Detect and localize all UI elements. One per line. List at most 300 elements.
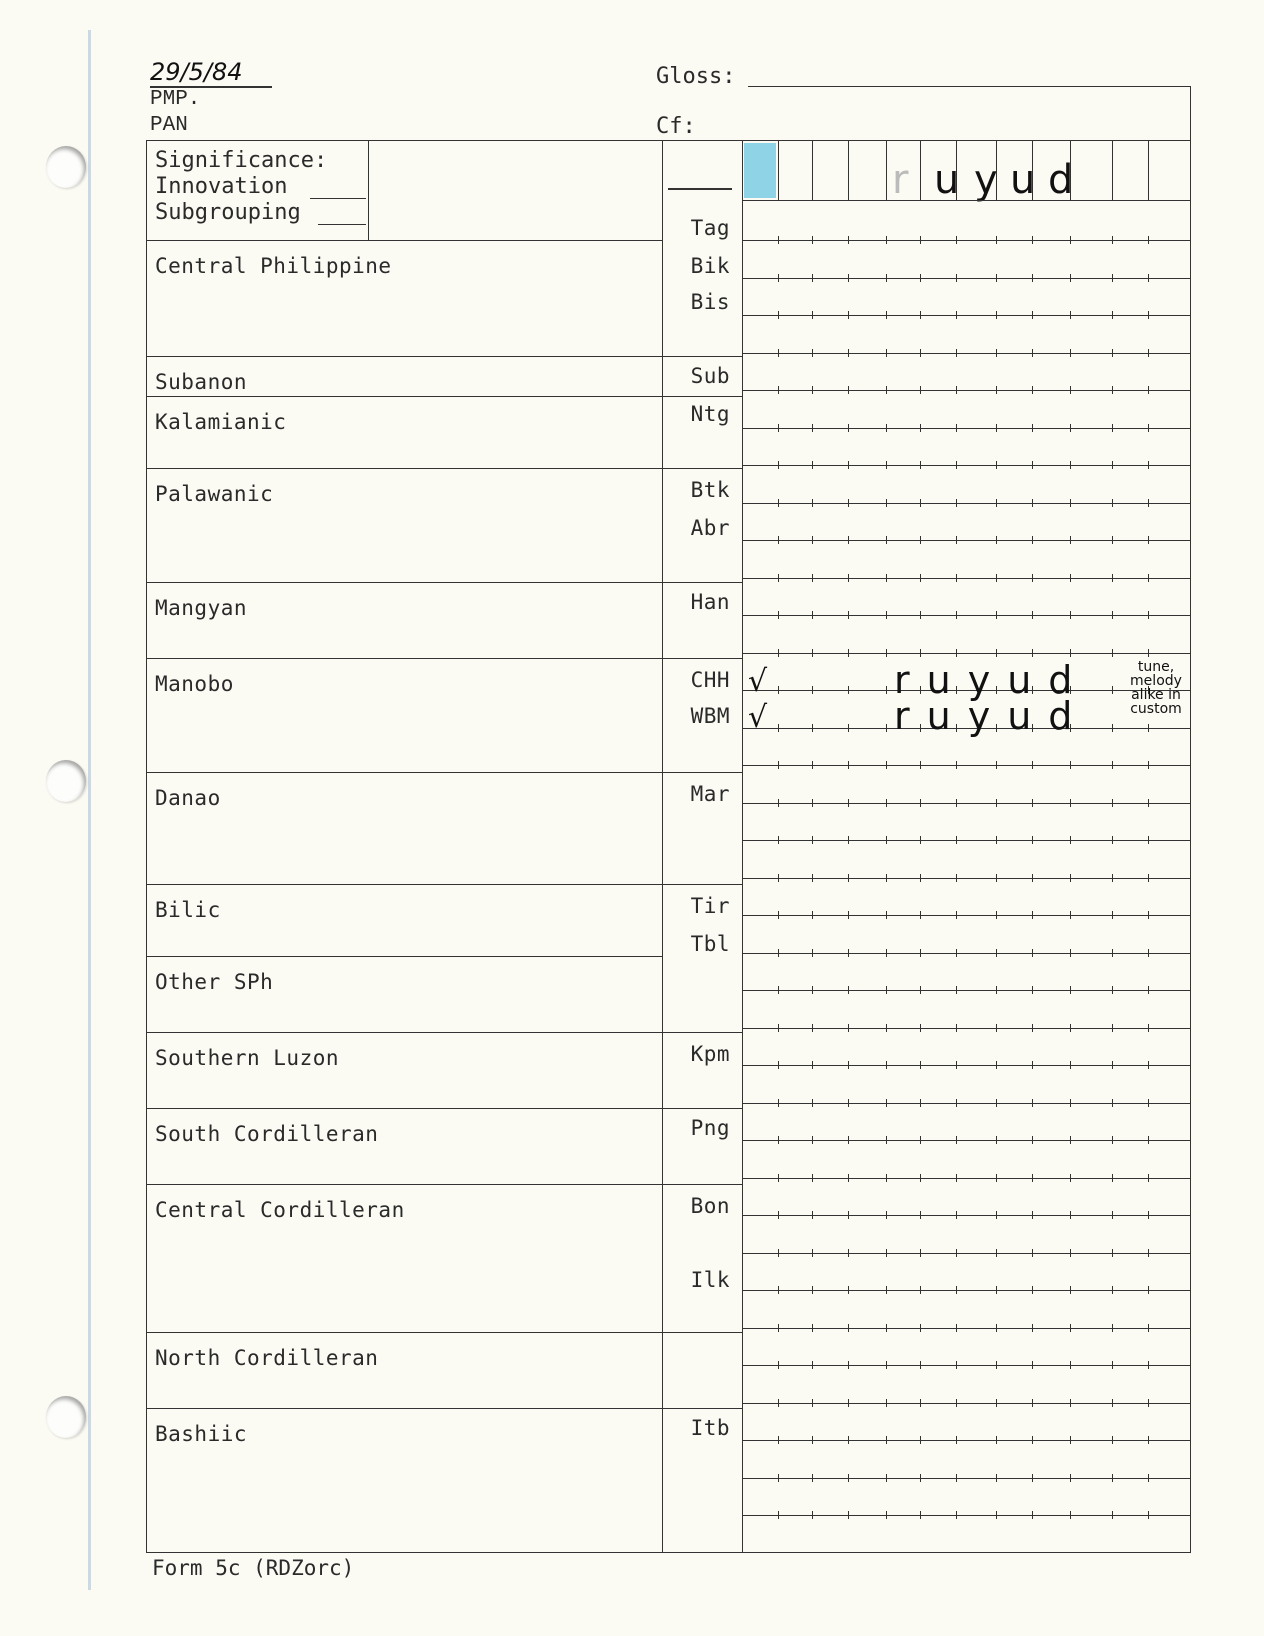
- note-line: tune,: [1137, 659, 1175, 675]
- group-divider: [146, 658, 742, 659]
- tick-mark: [778, 1286, 779, 1294]
- tick-mark: [1112, 724, 1113, 732]
- tick-mark: [1070, 874, 1071, 882]
- tick-mark: [1070, 499, 1071, 507]
- tick-mark: [1032, 386, 1033, 394]
- group-divider: [146, 884, 742, 885]
- ruled-line: [742, 1515, 1190, 1516]
- tick-mark: [1070, 611, 1071, 619]
- tick-mark: [848, 911, 849, 919]
- header-cell-divider: [886, 140, 887, 200]
- header-cell-divider: [1032, 140, 1033, 200]
- ruled-line: [742, 540, 1190, 541]
- tick-mark: [848, 461, 849, 469]
- tick-mark: [848, 836, 849, 844]
- tick-mark: [920, 1024, 921, 1032]
- tick-mark: [778, 986, 779, 994]
- tick-mark: [886, 1061, 887, 1069]
- tick-mark: [848, 1249, 849, 1257]
- tick-mark: [996, 1399, 997, 1407]
- tick-mark: [1070, 424, 1071, 432]
- tick-mark: [778, 1211, 779, 1219]
- tick-mark: [778, 274, 779, 282]
- tick-mark: [920, 761, 921, 769]
- tick-mark: [996, 1211, 997, 1219]
- gloss-label: Gloss:: [656, 64, 736, 89]
- tick-mark: [956, 1211, 957, 1219]
- ruled-line: [742, 1328, 1190, 1329]
- tick-mark: [778, 1249, 779, 1257]
- tick-mark: [1032, 874, 1033, 882]
- header-cell-divider: [1148, 140, 1149, 200]
- tick-mark: [1032, 536, 1033, 544]
- tick-mark: [848, 724, 849, 732]
- entry-form: ruyud: [894, 658, 1090, 702]
- tick-mark: [1112, 761, 1113, 769]
- tick-mark: [996, 311, 997, 319]
- tick-mark: [920, 1361, 921, 1369]
- tick-mark: [996, 274, 997, 282]
- tick-mark: [778, 311, 779, 319]
- ruled-line: [742, 915, 1190, 916]
- tick-mark: [886, 1136, 887, 1144]
- ruled-line: [742, 1478, 1190, 1479]
- tick-mark: [778, 1136, 779, 1144]
- tick-mark: [996, 986, 997, 994]
- tick-mark: [1032, 611, 1033, 619]
- tick-mark: [1032, 949, 1033, 957]
- group-label: Southern Luzon: [155, 1046, 340, 1070]
- tick-mark: [956, 1474, 957, 1482]
- tick-mark: [886, 1474, 887, 1482]
- group-divider: [146, 772, 742, 773]
- tick-mark: [1112, 1399, 1113, 1407]
- tick-mark: [1032, 1136, 1033, 1144]
- tick-mark: [1112, 1511, 1113, 1519]
- tick-mark: [886, 499, 887, 507]
- ruled-line: [742, 353, 1190, 354]
- tick-mark: [778, 874, 779, 882]
- tick-mark: [1148, 649, 1149, 657]
- tick-mark: [848, 649, 849, 657]
- language-abbr: Btk: [690, 478, 730, 502]
- group-label: Manobo: [155, 672, 234, 696]
- ruled-line: [742, 765, 1190, 766]
- tick-mark: [1070, 1211, 1071, 1219]
- tick-mark: [1070, 761, 1071, 769]
- tick-mark: [848, 386, 849, 394]
- tick-mark: [956, 949, 957, 957]
- ruled-line: [742, 878, 1190, 879]
- entry-form: ruyud: [894, 694, 1090, 738]
- tick-mark: [920, 649, 921, 657]
- ruled-line: [742, 240, 1190, 241]
- ruled-line: [742, 1140, 1190, 1141]
- tick-mark: [812, 611, 813, 619]
- tick-mark: [996, 1324, 997, 1332]
- tick-mark: [956, 236, 957, 244]
- tick-mark: [996, 649, 997, 657]
- tick-mark: [812, 911, 813, 919]
- highlight-fill: [744, 143, 776, 198]
- tick-mark: [1070, 574, 1071, 582]
- tick-mark: [1032, 799, 1033, 807]
- tick-mark: [1112, 1211, 1113, 1219]
- note-line: custom: [1130, 701, 1182, 717]
- language-abbr: Tbl: [690, 932, 730, 956]
- tick-mark: [1148, 349, 1149, 357]
- tick-mark: [848, 686, 849, 694]
- tick-mark: [1070, 649, 1071, 657]
- language-abbr: Tir: [690, 894, 730, 918]
- tick-mark: [886, 1436, 887, 1444]
- group-label: Kalamianic: [155, 410, 287, 434]
- tick-mark: [920, 461, 921, 469]
- tick-mark: [886, 236, 887, 244]
- tick-mark: [1070, 1174, 1071, 1182]
- tick-mark: [778, 1511, 779, 1519]
- tick-mark: [848, 799, 849, 807]
- header-cell-divider: [778, 140, 779, 200]
- tick-mark: [996, 386, 997, 394]
- tick-mark: [886, 274, 887, 282]
- ruled-line: [742, 503, 1190, 504]
- tick-mark: [812, 1511, 813, 1519]
- tick-mark: [996, 499, 997, 507]
- tick-mark: [956, 836, 957, 844]
- tick-mark: [886, 686, 887, 694]
- tick-mark: [848, 1474, 849, 1482]
- tick-mark: [920, 911, 921, 919]
- tick-mark: [1032, 911, 1033, 919]
- group-label: Mangyan: [155, 596, 248, 620]
- tick-mark: [886, 836, 887, 844]
- tick-mark: [1070, 1399, 1071, 1407]
- tick-mark: [920, 1474, 921, 1482]
- tick-mark: [812, 349, 813, 357]
- tick-mark: [812, 1474, 813, 1482]
- group-label: Other SPh: [155, 970, 274, 994]
- tick-mark: [1112, 1136, 1113, 1144]
- ruled-line: [742, 953, 1190, 954]
- tick-mark: [1112, 949, 1113, 957]
- tick-mark: [1148, 1136, 1149, 1144]
- reconstruction-letter: d: [1048, 157, 1074, 203]
- tick-mark: [812, 1286, 813, 1294]
- tick-mark: [1032, 1249, 1033, 1257]
- tick-mark: [1112, 1324, 1113, 1332]
- tick-mark: [920, 949, 921, 957]
- tick-mark: [996, 611, 997, 619]
- tick-mark: [1112, 686, 1113, 694]
- tick-mark: [920, 799, 921, 807]
- tick-mark: [1112, 649, 1113, 657]
- tick-mark: [778, 536, 779, 544]
- tick-mark: [1148, 1174, 1149, 1182]
- ruled-line: [742, 1440, 1190, 1441]
- date: 29/5/84: [150, 58, 243, 86]
- tick-mark: [920, 1511, 921, 1519]
- tick-mark: [1070, 1511, 1071, 1519]
- tick-mark: [996, 236, 997, 244]
- header-row-bottom: [742, 200, 1190, 201]
- tick-mark: [1112, 874, 1113, 882]
- language-abbr: Bon: [690, 1194, 730, 1218]
- ruled-line: [742, 390, 1190, 391]
- tick-mark: [920, 1099, 921, 1107]
- ruled-line: [742, 465, 1190, 466]
- tick-mark: [1148, 949, 1149, 957]
- frame-top: [146, 140, 1190, 141]
- tick-mark: [778, 836, 779, 844]
- tick-mark: [848, 1511, 849, 1519]
- tick-mark: [920, 349, 921, 357]
- tick-mark: [996, 799, 997, 807]
- header-cell-divider: [996, 140, 997, 200]
- tick-mark: [920, 424, 921, 432]
- tick-mark: [886, 1286, 887, 1294]
- tick-mark: [956, 1361, 957, 1369]
- tick-mark: [812, 724, 813, 732]
- tick-mark: [886, 386, 887, 394]
- tick-mark: [956, 1511, 957, 1519]
- tick-mark: [778, 1361, 779, 1369]
- tick-mark: [920, 1174, 921, 1182]
- language-abbr: Png: [690, 1116, 730, 1140]
- tick-mark: [920, 536, 921, 544]
- tick-mark: [1148, 724, 1149, 732]
- ruled-line: [742, 840, 1190, 841]
- tick-mark: [1070, 536, 1071, 544]
- tick-mark: [1032, 1174, 1033, 1182]
- tick-mark: [956, 536, 957, 544]
- group-divider: [146, 356, 742, 357]
- tick-mark: [812, 536, 813, 544]
- tick-mark: [848, 424, 849, 432]
- tick-mark: [996, 349, 997, 357]
- tick-mark: [1112, 1361, 1113, 1369]
- tick-mark: [1148, 799, 1149, 807]
- tick-mark: [1148, 574, 1149, 582]
- tick-mark: [920, 499, 921, 507]
- tick-mark: [956, 761, 957, 769]
- language-abbr: Abr: [690, 516, 730, 540]
- tick-mark: [778, 649, 779, 657]
- tick-mark: [848, 1136, 849, 1144]
- tick-mark: [1112, 499, 1113, 507]
- tick-mark: [812, 1211, 813, 1219]
- tick-mark: [1032, 1436, 1033, 1444]
- ruled-line: [742, 653, 1190, 654]
- reconstruction-letter: u: [934, 157, 960, 203]
- tick-mark: [1112, 461, 1113, 469]
- innovation-blank: [310, 198, 366, 199]
- ruled-line: [742, 578, 1190, 579]
- tick-mark: [778, 949, 779, 957]
- tick-mark: [956, 1249, 957, 1257]
- ruled-line: [742, 803, 1190, 804]
- tick-mark: [1112, 424, 1113, 432]
- tick-mark: [1070, 1436, 1071, 1444]
- tick-mark: [1148, 1024, 1149, 1032]
- tick-mark: [812, 874, 813, 882]
- tick-mark: [920, 1286, 921, 1294]
- tick-mark: [886, 986, 887, 994]
- tick-mark: [812, 386, 813, 394]
- group-divider: [146, 468, 742, 469]
- group-divider: [146, 1184, 742, 1185]
- tick-mark: [886, 1324, 887, 1332]
- tick-mark: [848, 986, 849, 994]
- tick-mark: [778, 1324, 779, 1332]
- level-pmp: PMP.: [150, 88, 201, 111]
- tick-mark: [1070, 836, 1071, 844]
- tick-mark: [886, 536, 887, 544]
- margin-line: [88, 30, 91, 1590]
- tick-mark: [848, 349, 849, 357]
- tick-mark: [1112, 574, 1113, 582]
- tick-mark: [812, 1061, 813, 1069]
- tick-mark: [996, 949, 997, 957]
- tick-mark: [886, 911, 887, 919]
- tick-mark: [1070, 1136, 1071, 1144]
- tick-mark: [1032, 424, 1033, 432]
- group-divider: [146, 582, 742, 583]
- tick-mark: [1148, 311, 1149, 319]
- tick-mark: [1148, 836, 1149, 844]
- tick-mark: [886, 574, 887, 582]
- tick-mark: [1032, 1286, 1033, 1294]
- tick-mark: [778, 911, 779, 919]
- tick-mark: [996, 1024, 997, 1032]
- tick-mark: [886, 424, 887, 432]
- header-cell-divider: [956, 140, 957, 200]
- tick-mark: [1148, 986, 1149, 994]
- tick-mark: [956, 499, 957, 507]
- tick-mark: [1032, 1324, 1033, 1332]
- tick-mark: [956, 311, 957, 319]
- tick-mark: [1032, 574, 1033, 582]
- reconstruction-letter: u: [1010, 157, 1036, 203]
- tick-mark: [1070, 349, 1071, 357]
- tick-mark: [1148, 1211, 1149, 1219]
- header-cell-divider: [848, 140, 849, 200]
- group-label: South Cordilleran: [155, 1122, 379, 1146]
- abbr-blank: [668, 188, 732, 190]
- tick-mark: [996, 1511, 997, 1519]
- tick-mark: [1070, 911, 1071, 919]
- tick-mark: [920, 386, 921, 394]
- tick-mark: [778, 236, 779, 244]
- tick-mark: [848, 1399, 849, 1407]
- punch-hole-middle: [46, 760, 86, 802]
- tick-mark: [1070, 949, 1071, 957]
- significance-title: Significance:: [155, 148, 328, 173]
- tick-mark: [848, 499, 849, 507]
- tick-mark: [920, 611, 921, 619]
- tick-mark: [1070, 311, 1071, 319]
- tick-mark: [996, 1136, 997, 1144]
- tick-mark: [848, 1324, 849, 1332]
- tick-mark: [1070, 1286, 1071, 1294]
- tick-mark: [1070, 1061, 1071, 1069]
- language-abbr: Ntg: [690, 402, 730, 426]
- tick-mark: [996, 461, 997, 469]
- tick-mark: [1032, 649, 1033, 657]
- tick-mark: [1148, 424, 1149, 432]
- tick-mark: [1112, 311, 1113, 319]
- tick-mark: [1112, 836, 1113, 844]
- tick-mark: [886, 1361, 887, 1369]
- tick-mark: [956, 1286, 957, 1294]
- tick-mark: [848, 1361, 849, 1369]
- tick-mark: [956, 1436, 957, 1444]
- header-cell-divider: [1112, 140, 1113, 200]
- tick-mark: [812, 686, 813, 694]
- tick-mark: [886, 1211, 887, 1219]
- header-cell-divider: [920, 140, 921, 200]
- tick-mark: [812, 649, 813, 657]
- reconstruction-letter: y: [974, 157, 998, 203]
- tick-mark: [920, 1324, 921, 1332]
- tick-mark: [996, 1249, 997, 1257]
- ruled-line: [742, 1065, 1190, 1066]
- tick-mark: [778, 461, 779, 469]
- language-abbr: Bis: [690, 290, 730, 314]
- tick-mark: [1112, 386, 1113, 394]
- tick-mark: [778, 799, 779, 807]
- header-cell-divider: [812, 140, 813, 200]
- tick-mark: [886, 311, 887, 319]
- innovation-label: Innovation: [155, 174, 288, 199]
- tick-mark: [812, 1399, 813, 1407]
- tick-mark: [1112, 611, 1113, 619]
- tick-mark: [1148, 1399, 1149, 1407]
- tick-mark: [920, 1436, 921, 1444]
- tick-mark: [996, 424, 997, 432]
- ruled-line: [742, 1028, 1190, 1029]
- tick-mark: [778, 611, 779, 619]
- tick-mark: [1112, 274, 1113, 282]
- tick-mark: [956, 874, 957, 882]
- ruled-line: [742, 990, 1190, 991]
- tick-mark: [1112, 986, 1113, 994]
- tick-mark: [920, 311, 921, 319]
- tick-mark: [1070, 461, 1071, 469]
- tick-mark: [886, 761, 887, 769]
- tick-mark: [886, 349, 887, 357]
- tick-mark: [812, 424, 813, 432]
- tick-mark: [812, 1361, 813, 1369]
- tick-mark: [996, 1286, 997, 1294]
- tick-mark: [812, 1249, 813, 1257]
- tick-mark: [1032, 986, 1033, 994]
- tick-mark: [956, 1136, 957, 1144]
- tick-mark: [920, 274, 921, 282]
- margin-note: [1120, 660, 1192, 716]
- tick-mark: [956, 1061, 957, 1069]
- tick-mark: [1148, 1361, 1149, 1369]
- tick-mark: [1032, 499, 1033, 507]
- tick-mark: [1032, 1361, 1033, 1369]
- tick-mark: [920, 836, 921, 844]
- language-abbr: CHH: [690, 668, 730, 692]
- ruled-line: [742, 1290, 1190, 1291]
- tick-mark: [1148, 1249, 1149, 1257]
- tick-mark: [920, 1211, 921, 1219]
- ruled-line: [742, 1403, 1190, 1404]
- group-divider: [146, 1108, 742, 1109]
